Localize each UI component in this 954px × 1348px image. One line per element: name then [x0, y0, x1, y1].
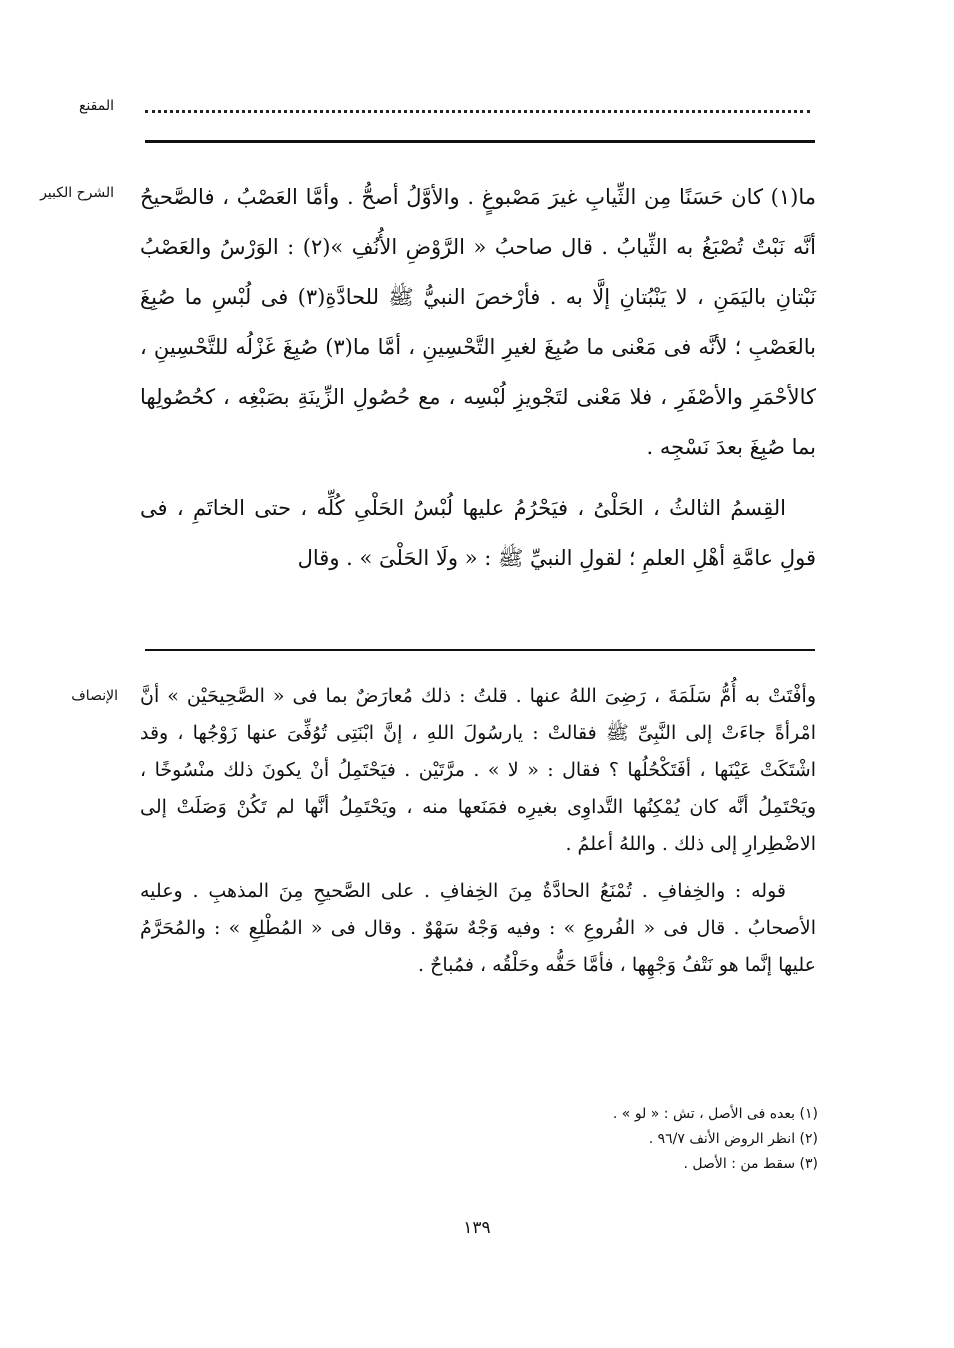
insaf-paragraph-1: وأفْتَتْ به أُمُّ سَلَمَةَ ، رَضِىَ اللهُ عنها . قلتُ : ذلك مُعارَضٌ بما فى « الصَّحِيحَيْن » أنَّ امْرأةً جاءَتْ إلى النَّبِىِّ ﷺ فقالتْ : يارسُولَ اللهِ ، إنَّ ابْنَتِى تُوُفِّىَ عنها زَوْجُها ، وقد اشْتَكَتْ عَيْنَها ، أفَتَكْحُلُها ؟ فقال : « لا » . مرَّتَيْن . فيَحْتَمِلُ أنْ يكونَ ذلك منْسُوخًا ، ويَحْتَمِلُ أنَّه كان يُمْكِنُها التَّداوِى بغيرِه فمَنَعها منه ، ويَحْتَمِلُ أنَّها لم تَكُنْ وَصَلَتْ إلى الاضْطِرارِ إلى ذلك . واللهُ أعلمُ . [140, 685, 816, 855]
section-label-insaf: الإنصاف [71, 688, 118, 704]
page-number: ١٣٩ [463, 1218, 491, 1238]
footnote-3: (٣) سقط من : الأصل . [683, 1156, 818, 1172]
footnotes [318, 1102, 818, 1177]
header-rule [145, 140, 815, 143]
sharh-paragraph-1: ما(١) كان حَسَنًا مِن الثِّيابِ غيرَ مَصْبوغٍ . والأوَّلُ أصحُّ . وأمَّا العَصْبُ ، فالصَّحيحُ أنَّه نَبْتٌ تُصْبَغُ به الثِّيابُ . قال صاحبُ « الرَّوْضِ الأُنُفِ »(٢) : الوَرْسُ والعَصْبُ نَبْتانِ باليَمَنِ ، لا يَنْبُتانِ إلَّا به . فأرْخصَ النبيُّ ﷺ للحادَّةِ(٣) فى لُبْسِ ما صُبِغَ بالعَصْبِ ؛ لأنَّه فى مَعْنى ما صُبِغَ لغيرِ التَّحْسِينِ ، أمَّا ما(٣) صُبِغَ غَزْلُه للتَّحْسِينِ ، كالأحْمَرِ والأصْفَرِ ، فلا مَعْنى لتَجْويزِ لُبْسِه ، مع حُصُولِ الزِّينَةِ بصَبْغِه ، كحُصُولِها بما صُبِغَ بعدَ نَسْجِه . [140, 185, 817, 459]
sharh-paragraph-2: القِسمُ الثالثُ ، الحَلْىُ ، فيَحْرُمُ عليها لُبْسُ الحَلْىِ كُلِّه ، حتى الخاتَمِ ، فى قولِ عامَّةِ أهْلِ العلمِ ؛ لقولِ النبيِّ ﷺ : « ولَا الحَلْىَ » . وقال [140, 496, 816, 570]
header-dotted-leader [145, 100, 810, 113]
sharh-text-block [140, 172, 816, 583]
running-header-title: المقنع [78, 98, 114, 114]
section-label-sharh: الشرح الكبير [40, 185, 114, 201]
footnote-2: (٢) انظر الروض الأنف ٩٦/٧ . [648, 1131, 818, 1147]
footnote-1: (١) بعده فى الأصل ، تش : « لو » . [612, 1106, 818, 1122]
insaf-paragraph-2: قوله : والخِفافِ . تُمْنَعُ الحادَّةُ مِنَ الخِفافِ . على الصَّحيحِ مِنَ المذهبِ . وعليه الأصحابُ . قال فى « الفُروعِ » : وفيه وَجْهٌ سَهْوٌ . وقال فى « المُطْلِعِ » : والمُحَرَّمُ عليها إنَّما هو نَتْفُ وَجْهِها ، فأمَّا حَفُّه وحَلْقُه ، فمُباحٌ . [140, 880, 816, 976]
insaf-text-block [140, 678, 816, 984]
section-divider [145, 649, 815, 651]
